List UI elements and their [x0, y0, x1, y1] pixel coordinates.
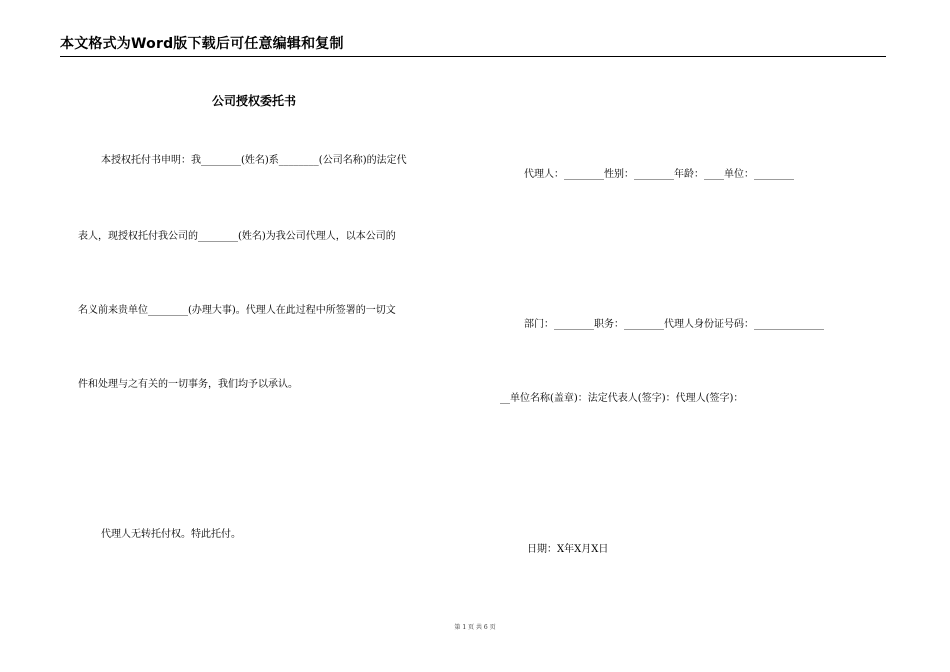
- header-banner-text: 本文格式为Word版下载后可任意编辑和复制: [60, 36, 344, 52]
- left-closing-line: 代理人无转托付权。特此托付。: [101, 529, 241, 540]
- left-paragraph-line-1: 本授权托付书申明：我________(姓名)系________(公司名称)的法定代: [101, 155, 407, 166]
- date-line: 日期：X年X月X日: [527, 544, 609, 555]
- left-paragraph-line-2: 表人，现授权托付我公司的________(姓名)为我公司代理人，以本公司的: [78, 231, 396, 242]
- agent-info-line: 代理人：________性别：________年龄：____单位：________: [524, 169, 794, 180]
- document-title: 公司授权委托书: [212, 94, 297, 108]
- department-info-line: 部门：________职务：________代理人身份证号码：______________: [524, 319, 824, 330]
- left-paragraph-line-4: 件和处理与之有关的一切事务，我们均予以承认。: [78, 379, 298, 390]
- page-number: 第 1 页 共 6 页: [454, 624, 496, 631]
- signature-line: __单位名称(盖章)：法定代表人(签字)：代理人(签字)：: [500, 393, 744, 404]
- document-header: [60, 36, 886, 57]
- left-paragraph-line-3: 名义前来贵单位________(办理大事)。代理人在此过程中所签署的一切文: [78, 305, 396, 316]
